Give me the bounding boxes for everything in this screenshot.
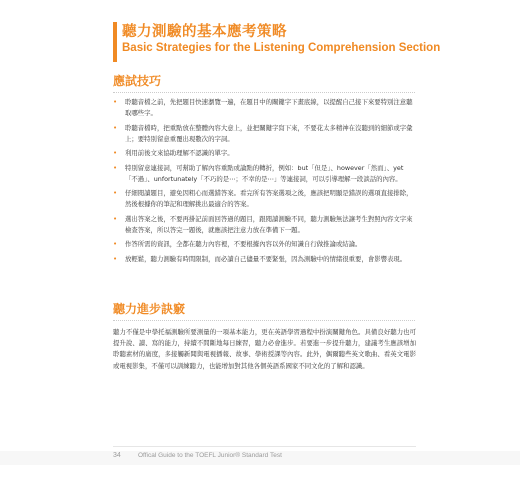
tip-item [113, 188, 415, 210]
tip-item [113, 123, 415, 145]
tip-text: 聆聽音檔時，把重點放在整體內容大意上，並把關鍵字寫下來，不要花太多精神在沒聽到的細節或字彙上；要特別留意重覆出現數次的字詞。 [125, 123, 413, 143]
tip-item [113, 214, 415, 236]
bullet-icon: • [113, 163, 118, 172]
tip-text: 選出答案之後，不要再掛記前面回答過的題目，跟閱讀測驗不同，聽力測驗無法讓考生對照內容文字來檢查答案，所以答完一題後，就應該把注意力放在準備下一題。 [125, 214, 413, 234]
tip-text: 聆聽音檔之前，先把題目快速瀏覽一遍，在題目中的關鍵字下畫底線，以提醒自己接下來要特別注意聽取哪些字。 [125, 98, 413, 117]
tip-item [113, 254, 415, 265]
tip-text: 仔細閱讀題目，避免因粗心而選錯答案。看完所有答案選項之後，應該把明顯是錯誤的選項直接排除，然後根據你的筆記和理解挑出最適合的答案。 [125, 189, 413, 208]
section-heading-test-tips: 應試技巧 [113, 74, 162, 88]
footer-divider [113, 446, 416, 447]
bullet-icon: • [113, 214, 118, 223]
tip-item [113, 163, 415, 185]
section-heading-listening-improvement: 聽力進步訣竅 [113, 302, 186, 316]
tip-text: 利用前後文來協助理解不認識的單字。 [125, 149, 234, 157]
page-title-chinese: 聽力測驗的基本應考策略 [122, 24, 287, 40]
page-title-english: Basic Strategies for the Listening Comprehension Section [122, 42, 441, 54]
tips-list [113, 97, 415, 268]
bullet-icon: • [113, 189, 118, 197]
tip-text: 放輕鬆，聽力測驗有時間限制，而必讀自己儘量不要緊張，因為測驗中的情緒很重要，會影響表現。 [125, 254, 407, 263]
footer-book-title: Offical Guide to the TOEFL Junior® Standard Test [138, 452, 282, 459]
tip-item [113, 97, 415, 119]
section-divider [113, 320, 415, 321]
title-accent-bar [113, 22, 117, 62]
tip-text: 特別留意連接詞，可幫助了解內容重點或論點的轉折，例如：but「但是」、however「然而」、yet「不過」、unfortunately「不巧的是⋯；不幸的是⋯」等連接詞，可以引導理解一段談話的內容。 [125, 163, 404, 183]
tip-item [113, 239, 415, 250]
improvement-paragraph: 聽力不僅是中學托福測驗所要測量的一項基本能力，更在英語學習過程中扮演關鍵角色。具備良好聽力也可提升說、讀、寫的能力，持續不間斷地每日練習，聽力必會進步。若要進一步提升聽力，建議考生應該增加聆聽素材的廣度，多接觸新聞與電視播報、故事、學術授課等內容。此外，偶爾聽些英文歌曲、看英文電影或電視影集，不僅可以訓練聽力，也能增加對其他各個英語系國家不同文化的了解和認識。 [113, 328, 416, 370]
page-number: 34 [113, 452, 121, 459]
tip-text: 作答所需的資訊，全都在聽力內容裡，不要根據內容以外的知識自行做推論或結論。 [125, 240, 362, 248]
section-divider [113, 92, 415, 93]
bullet-icon: • [113, 240, 118, 248]
bullet-icon: • [113, 98, 118, 106]
bullet-icon: • [113, 149, 118, 157]
bullet-icon: • [113, 254, 118, 263]
bullet-icon: • [113, 123, 118, 132]
tip-item [113, 148, 415, 159]
